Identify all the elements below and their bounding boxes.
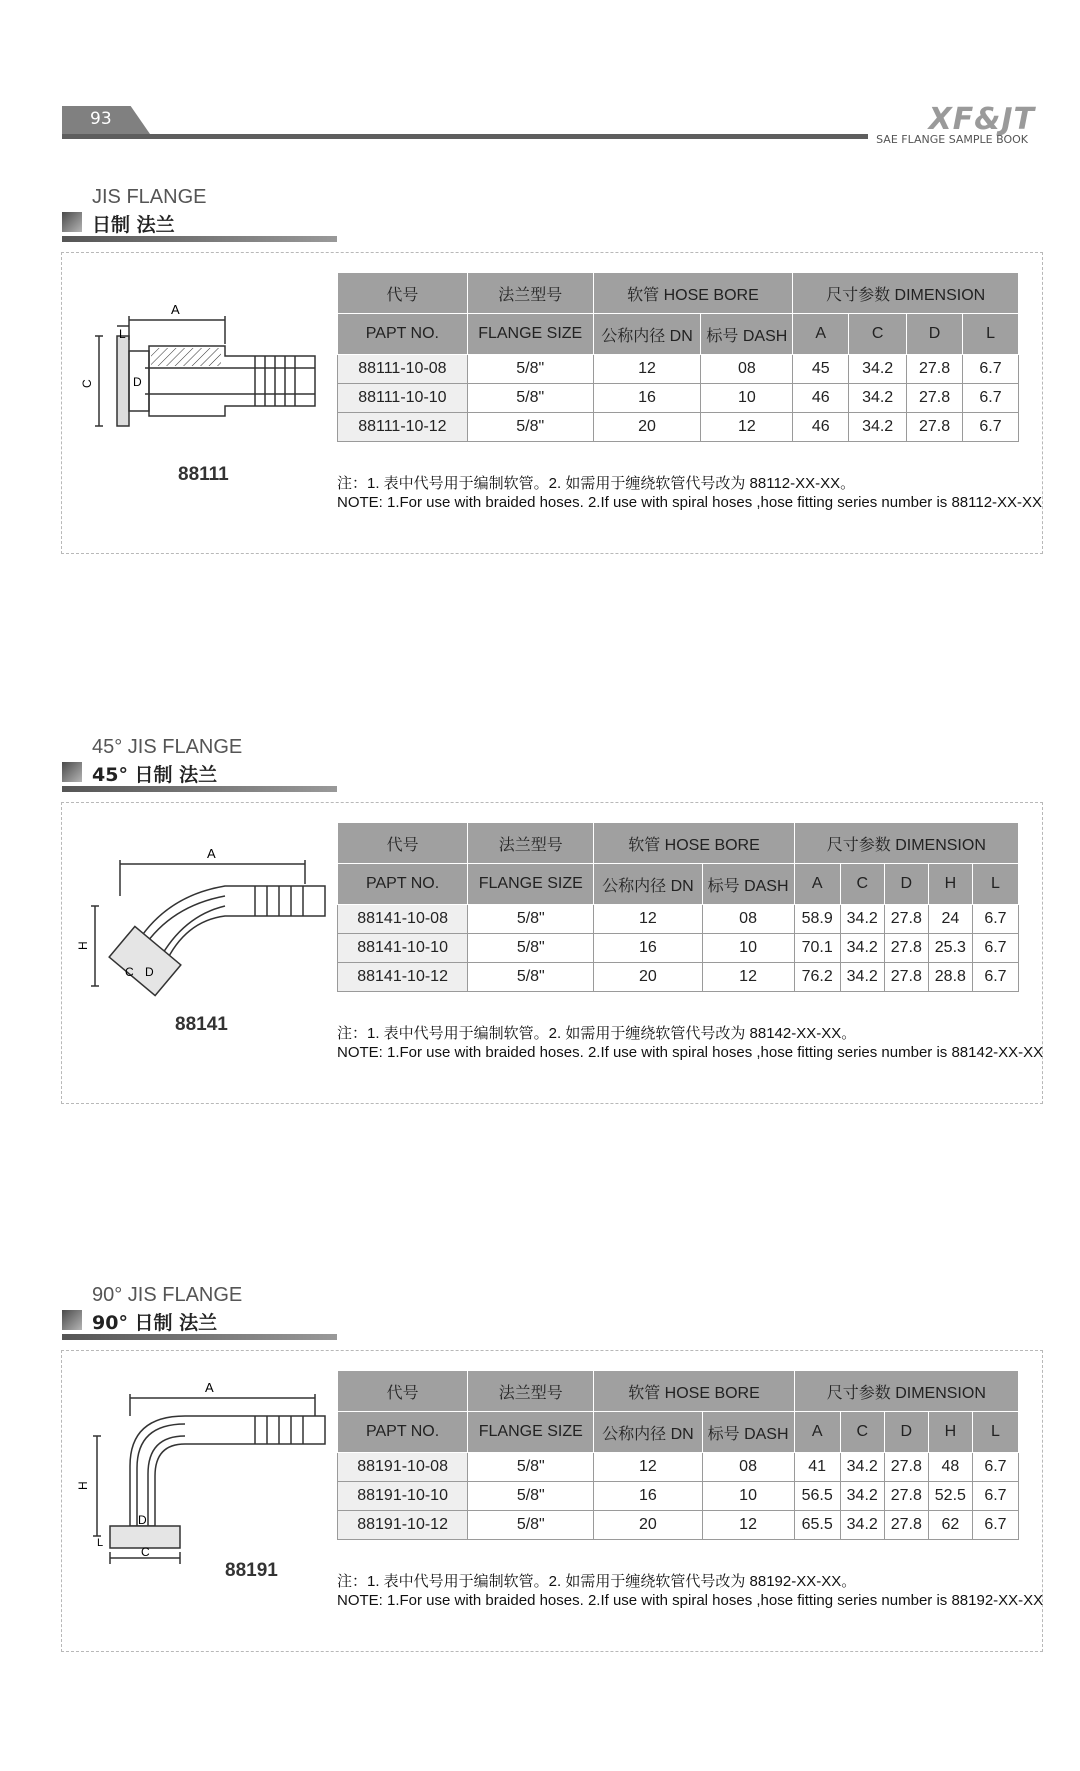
section-title-en: 90° JIS FLANGE bbox=[92, 1284, 243, 1306]
cell: 88111-10-10 bbox=[338, 384, 468, 413]
cell: 12 bbox=[594, 1453, 702, 1482]
cell: 34.2 bbox=[849, 355, 907, 384]
cell: 45 bbox=[793, 355, 849, 384]
note-cn: 注：1. 表中代号用于编制软管。2. 如需用于缠绕软管代号改为 88142-XX-XX。 bbox=[337, 1025, 857, 1042]
col-dim: L bbox=[972, 864, 1018, 905]
table-row bbox=[338, 963, 1019, 992]
cell: 88191-10-10 bbox=[338, 1482, 468, 1511]
cell: 88111-10-08 bbox=[338, 355, 468, 384]
col-dash: 标号 DASH bbox=[702, 1412, 794, 1453]
dim-label-a: A bbox=[171, 302, 180, 317]
section-title-cn: 45° 日制 法兰 bbox=[92, 764, 218, 786]
dim-label-a: A bbox=[207, 846, 216, 861]
cell: 34.2 bbox=[840, 934, 884, 963]
cell: 5/8" bbox=[468, 905, 594, 934]
spec-table bbox=[337, 822, 1019, 992]
col-flange-en: FLANGE SIZE bbox=[468, 864, 594, 905]
col-dim: D bbox=[884, 1412, 928, 1453]
col-code-cn: 代号 bbox=[338, 273, 468, 314]
col-dim: C bbox=[840, 864, 884, 905]
col-flange-en: FLANGE SIZE bbox=[468, 1412, 594, 1453]
cell: 88141-10-08 bbox=[338, 905, 468, 934]
dim-label-d: D bbox=[145, 965, 154, 979]
cell: 34.2 bbox=[840, 1482, 884, 1511]
cell: 6.7 bbox=[963, 355, 1019, 384]
note-en: NOTE: 1.For use with braided hoses. 2.If use with spiral hoses ,hose fitting series number is 88192-XX-XX bbox=[337, 1592, 1044, 1609]
cell: 6.7 bbox=[972, 1453, 1018, 1482]
cell: 5/8" bbox=[468, 963, 594, 992]
cell: 34.2 bbox=[840, 1453, 884, 1482]
cell: 16 bbox=[594, 1482, 702, 1511]
col-dn: 公称内径 DN bbox=[594, 864, 702, 905]
col-dim: A bbox=[794, 864, 840, 905]
cell: 24 bbox=[928, 905, 972, 934]
section-underline bbox=[62, 236, 337, 242]
cell: 08 bbox=[701, 355, 793, 384]
cell: 70.1 bbox=[794, 934, 840, 963]
cell: 27.8 bbox=[884, 963, 928, 992]
cell: 88141-10-12 bbox=[338, 963, 468, 992]
spec-table bbox=[337, 272, 1019, 442]
col-flange-cn: 法兰型号 bbox=[467, 273, 593, 314]
table-row bbox=[338, 355, 1019, 384]
cell: 27.8 bbox=[884, 1511, 928, 1540]
col-hose-bore: 软管 HOSE BORE bbox=[594, 1371, 794, 1412]
cell: 5/8" bbox=[468, 1453, 594, 1482]
col-dn: 公称内径 DN bbox=[593, 314, 701, 355]
cell: 27.8 bbox=[884, 905, 928, 934]
col-code-en: PAPT NO. bbox=[338, 314, 468, 355]
section-marker bbox=[62, 762, 82, 782]
cell: 52.5 bbox=[928, 1482, 972, 1511]
cell: 56.5 bbox=[794, 1482, 840, 1511]
col-dim: C bbox=[840, 1412, 884, 1453]
model-number: 88111 bbox=[178, 464, 229, 485]
section-marker bbox=[62, 1310, 82, 1330]
table-row bbox=[338, 1482, 1019, 1511]
cell: 25.3 bbox=[928, 934, 972, 963]
dim-label-d: D bbox=[138, 1513, 147, 1527]
cell: 48 bbox=[928, 1453, 972, 1482]
cell: 5/8" bbox=[468, 934, 594, 963]
cell: 88111-10-12 bbox=[338, 413, 468, 442]
col-dim: D bbox=[884, 864, 928, 905]
cell: 46 bbox=[793, 413, 849, 442]
col-dim: L bbox=[972, 1412, 1018, 1453]
col-dimension: 尺寸参数 DIMENSION bbox=[794, 823, 1018, 864]
col-flange-cn: 法兰型号 bbox=[468, 1371, 594, 1412]
model-number: 88141 bbox=[175, 1014, 228, 1035]
cell: 6.7 bbox=[963, 413, 1019, 442]
cell: 6.7 bbox=[972, 905, 1018, 934]
fitting-drawing-88141 bbox=[75, 836, 335, 1026]
cell: 20 bbox=[594, 1511, 702, 1540]
cell: 34.2 bbox=[840, 963, 884, 992]
header-rule bbox=[62, 134, 868, 139]
note-cn: 注：1. 表中代号用于编制软管。2. 如需用于缠绕软管代号改为 88112-XX-XX。 bbox=[337, 475, 856, 492]
col-dash: 标号 DASH bbox=[701, 314, 793, 355]
cell: 16 bbox=[593, 384, 701, 413]
col-dim: H bbox=[928, 1412, 972, 1453]
model-number: 88191 bbox=[225, 1560, 278, 1581]
cell: 5/8" bbox=[467, 355, 593, 384]
table-row bbox=[338, 1511, 1019, 1540]
cell: 76.2 bbox=[794, 963, 840, 992]
cell: 27.8 bbox=[907, 413, 963, 442]
cell: 34.2 bbox=[840, 1511, 884, 1540]
cell: 6.7 bbox=[963, 384, 1019, 413]
cell: 6.7 bbox=[972, 963, 1018, 992]
table-row bbox=[338, 934, 1019, 963]
col-flange-cn: 法兰型号 bbox=[468, 823, 594, 864]
cell: 10 bbox=[701, 384, 793, 413]
col-code-cn: 代号 bbox=[338, 823, 468, 864]
col-dn: 公称内径 DN bbox=[594, 1412, 702, 1453]
dim-label-c: C bbox=[141, 1545, 150, 1559]
cell: 12 bbox=[702, 963, 794, 992]
section-title-cn: 日制 法兰 bbox=[92, 214, 175, 236]
cell: 28.8 bbox=[928, 963, 972, 992]
brand-logo: XF&JT bbox=[928, 102, 1035, 137]
section-underline bbox=[62, 1334, 337, 1340]
cell: 20 bbox=[593, 413, 701, 442]
section-title-cn: 90° 日制 法兰 bbox=[92, 1312, 218, 1334]
col-dash: 标号 DASH bbox=[702, 864, 794, 905]
cell: 12 bbox=[701, 413, 793, 442]
cell: 58.9 bbox=[794, 905, 840, 934]
cell: 62 bbox=[928, 1511, 972, 1540]
section-underline bbox=[62, 786, 337, 792]
fitting-drawing-88111 bbox=[75, 296, 335, 486]
section-90-jis-flange bbox=[0, 1284, 1080, 1724]
col-dim: D bbox=[907, 314, 963, 355]
col-dimension: 尺寸参数 DIMENSION bbox=[794, 1371, 1018, 1412]
cell: 65.5 bbox=[794, 1511, 840, 1540]
col-code-en: PAPT NO. bbox=[338, 1412, 468, 1453]
col-dim: H bbox=[928, 864, 972, 905]
col-dimension: 尺寸参数 DIMENSION bbox=[793, 273, 1019, 314]
cell: 5/8" bbox=[468, 1482, 594, 1511]
cell: 10 bbox=[702, 1482, 794, 1511]
table-row bbox=[338, 413, 1019, 442]
dim-label-h: H bbox=[76, 941, 90, 950]
cell: 34.2 bbox=[849, 413, 907, 442]
dim-label-h: H bbox=[76, 1481, 90, 1490]
dim-label-c: C bbox=[80, 379, 94, 388]
col-flange-en: FLANGE SIZE bbox=[467, 314, 593, 355]
fitting-drawing-88191 bbox=[75, 1376, 335, 1566]
cell: 27.8 bbox=[907, 384, 963, 413]
section-title-en: 45° JIS FLANGE bbox=[92, 736, 243, 758]
cell: 34.2 bbox=[840, 905, 884, 934]
cell: 5/8" bbox=[467, 413, 593, 442]
cell: 20 bbox=[594, 963, 702, 992]
cell: 27.8 bbox=[884, 934, 928, 963]
col-dim: L bbox=[963, 314, 1019, 355]
cell: 27.8 bbox=[884, 1482, 928, 1511]
note-en: NOTE: 1.For use with braided hoses. 2.If use with spiral hoses ,hose fitting series number is 88142-XX-XX bbox=[337, 1044, 1044, 1061]
col-dim: A bbox=[793, 314, 849, 355]
cell: 27.8 bbox=[884, 1453, 928, 1482]
section-title-en: JIS FLANGE bbox=[92, 186, 207, 208]
col-code-en: PAPT NO. bbox=[338, 864, 468, 905]
table-row bbox=[338, 905, 1019, 934]
cell: 88191-10-12 bbox=[338, 1511, 468, 1540]
cell: 5/8" bbox=[468, 1511, 594, 1540]
dim-label-d: D bbox=[133, 375, 142, 389]
section-marker bbox=[62, 212, 82, 232]
cell: 41 bbox=[794, 1453, 840, 1482]
cell: 12 bbox=[594, 905, 702, 934]
col-code-cn: 代号 bbox=[338, 1371, 468, 1412]
col-hose-bore: 软管 HOSE BORE bbox=[594, 823, 794, 864]
section-45-jis-flange bbox=[0, 736, 1080, 1176]
dim-label-l: L bbox=[119, 327, 126, 341]
dim-label-a: A bbox=[205, 1380, 214, 1395]
table-row bbox=[338, 384, 1019, 413]
cell: 12 bbox=[593, 355, 701, 384]
cell: 46 bbox=[793, 384, 849, 413]
page-number: 93 bbox=[90, 109, 112, 129]
cell: 5/8" bbox=[467, 384, 593, 413]
cell: 34.2 bbox=[849, 384, 907, 413]
cell: 6.7 bbox=[972, 1511, 1018, 1540]
col-hose-bore: 软管 HOSE BORE bbox=[593, 273, 793, 314]
cell: 27.8 bbox=[907, 355, 963, 384]
cell: 6.7 bbox=[972, 1482, 1018, 1511]
cell: 08 bbox=[702, 905, 794, 934]
cell: 88191-10-08 bbox=[338, 1453, 468, 1482]
dim-label-c: C bbox=[125, 965, 134, 979]
dim-label-l: L bbox=[97, 1537, 104, 1549]
note-cn: 注：1. 表中代号用于编制软管。2. 如需用于缠绕软管代号改为 88192-XX-XX。 bbox=[337, 1573, 857, 1590]
table-row bbox=[338, 1453, 1019, 1482]
cell: 10 bbox=[702, 934, 794, 963]
col-dim: C bbox=[849, 314, 907, 355]
cell: 16 bbox=[594, 934, 702, 963]
spec-table bbox=[337, 1370, 1019, 1540]
cell: 12 bbox=[702, 1511, 794, 1540]
cell: 88141-10-10 bbox=[338, 934, 468, 963]
brand-subtitle: SAE FLANGE SAMPLE BOOK bbox=[876, 133, 1028, 146]
col-dim: A bbox=[794, 1412, 840, 1453]
cell: 08 bbox=[702, 1453, 794, 1482]
cell: 6.7 bbox=[972, 934, 1018, 963]
section-jis-flange bbox=[0, 186, 1080, 626]
note-en: NOTE: 1.For use with braided hoses. 2.If use with spiral hoses ,hose fitting series number is 88112-XX-XX bbox=[337, 494, 1043, 511]
